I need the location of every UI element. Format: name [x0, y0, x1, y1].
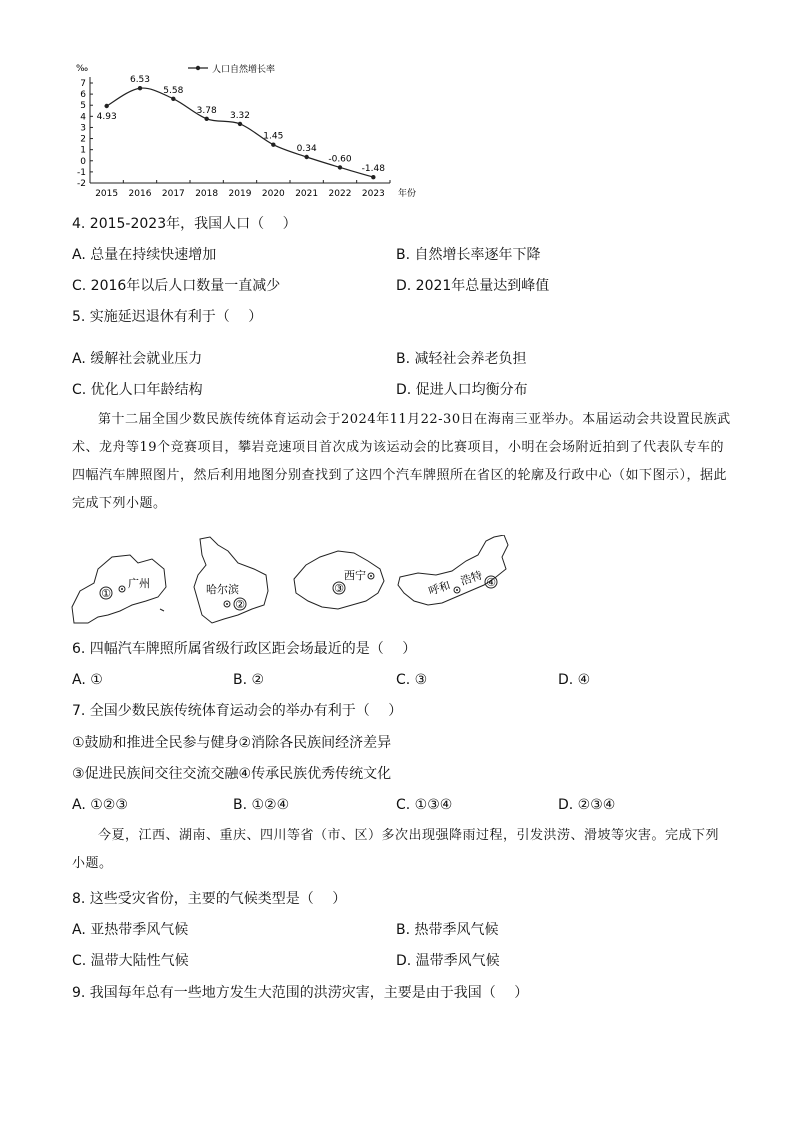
q4-stem: 4. 2015-2023年，我国人口（ ） [72, 216, 297, 232]
q8-option-b[interactable]: B. 热带季风气候 [396, 922, 499, 938]
q5-option-b[interactable]: B. 减轻社会养老负担 [396, 351, 527, 367]
q7-option-d[interactable]: D. ②③④ [558, 797, 616, 813]
map-inner-mongolia [398, 535, 508, 605]
data-point [238, 122, 242, 126]
q6-option-c[interactable]: C. ③ [396, 672, 428, 688]
population-growth-chart [62, 55, 422, 205]
x-tick-label: 2019 [228, 189, 252, 199]
value-label: -1.48 [361, 164, 385, 175]
x-tick-label: 2021 [295, 189, 319, 199]
value-label: 5.58 [163, 85, 184, 96]
q8-option-d[interactable]: D. 温带季风气候 [396, 953, 500, 969]
q6-stem: 6. 四幅汽车牌照所属省级行政区距会场最近的是（ ） [72, 641, 417, 657]
data-point [271, 142, 275, 146]
data-point [171, 97, 175, 101]
legend-label: 人口自然增长率 [212, 65, 276, 75]
x-axis-label: 年份 [398, 189, 417, 199]
q4-option-b[interactable]: B. 自然增长率逐年下降 [396, 247, 541, 263]
x-tick-label: 2023 [361, 189, 385, 199]
data-point [371, 175, 375, 179]
q7-stem: 7. 全国少数民族传统体育运动会的举办有利于（ ） [72, 703, 403, 719]
x-tick-label: 2018 [195, 189, 219, 199]
q6-option-a[interactable]: A. ① [72, 672, 103, 688]
q7-option-b[interactable]: B. ①②④ [233, 797, 290, 813]
value-label: 3.78 [196, 105, 217, 116]
q6-option-b[interactable]: B. ② [233, 672, 265, 688]
q8-option-c[interactable]: C. 温带大陆性气候 [72, 953, 189, 969]
data-point [304, 155, 308, 159]
q4-option-c[interactable]: C. 2016年以后人口数量一直减少 [72, 278, 281, 294]
q8-option-a[interactable]: A. 亚热带季风气候 [72, 922, 189, 938]
y-tick-label: 0 [80, 156, 86, 167]
passage-floods: 今夏，江西、湖南、重庆、四川等省（市、区）多次出现强降雨过程，引发洪涝、滑坡等灾害。完成下列小题。 [72, 828, 720, 871]
q4-option-d[interactable]: D. 2021年总量达到峰值 [396, 278, 550, 294]
value-label: 6.53 [129, 75, 151, 86]
q5-option-a[interactable]: A. 缓解社会就业压力 [72, 351, 203, 367]
q5-stem: 5. 实施延迟退休有利于（ ） [72, 309, 263, 325]
q7-statements-2: ③促进民族间交往交流交融④传承民族优秀传统文化 [72, 766, 392, 782]
data-point [138, 86, 142, 90]
province-maps [68, 535, 518, 630]
q6-option-d[interactable]: D. ④ [558, 672, 591, 688]
x-tick-label: 2020 [261, 189, 285, 199]
y-tick-label: 5 [80, 101, 86, 112]
map-heilongjiang [194, 537, 268, 623]
value-label: 3.32 [229, 110, 251, 121]
map2-city: 哈尔滨 [206, 583, 239, 596]
y-axis-unit: ‰ [76, 64, 89, 74]
y-tick-label: 3 [80, 123, 86, 134]
value-label: -0.60 [328, 154, 352, 165]
passage-games: 第十二届全国少数民族传统体育运动会于2024年11月22-30日在海南三亚举办。本届运动会共设置民族武术、龙舟等19个竞赛项目，攀岩竞速项目首次成为该运动会的比赛项目，小明在会场附近拍到了代表队专车的四幅汽车牌照图片，然后利用地图分别查找到了这四个汽车牌照所在省区的轮廓及行政中心（如下图示），据此完成下列小题。 [72, 412, 731, 511]
map4-city-part1: 呼和 [426, 578, 452, 598]
map1-city: 广州 [128, 577, 150, 590]
q4-option-a[interactable]: A. 总量在持续快速增加 [72, 247, 217, 263]
y-tick-label: 6 [80, 90, 86, 101]
value-label: 4.93 [96, 112, 117, 122]
legend-marker [196, 66, 200, 70]
value-label: 0.34 [296, 144, 317, 154]
y-tick-label: 7 [80, 79, 86, 89]
data-point [204, 117, 208, 121]
x-tick-label: 2017 [161, 189, 185, 199]
q5-option-d[interactable]: D. 促进人口均衡分布 [396, 382, 528, 398]
q9-stem: 9. 我国每年总有一些地方发生大范围的洪涝灾害，主要是由于我国（ ） [72, 985, 529, 1001]
x-tick-label: 2015 [95, 189, 119, 199]
data-point [104, 104, 108, 108]
y-tick-label: 4 [80, 112, 86, 123]
x-tick-label: 2022 [328, 189, 352, 199]
y-tick-label: 1 [80, 145, 86, 156]
map4-number: ④ [486, 576, 496, 589]
q7-option-a[interactable]: A. ①②③ [72, 797, 128, 813]
map4-city-part2: 浩特 [458, 568, 484, 588]
map-qinghai [294, 551, 384, 609]
map3-number: ③ [334, 582, 344, 595]
y-tick-label: 2 [80, 134, 86, 145]
y-tick-label: -2 [77, 179, 86, 189]
map1-number: ① [101, 587, 111, 600]
value-label: 1.45 [263, 131, 284, 142]
x-tick-label: 2016 [128, 189, 152, 199]
map2-number: ② [235, 598, 245, 611]
q5-option-c[interactable]: C. 优化人口年龄结构 [72, 382, 203, 398]
q7-option-c[interactable]: C. ①③④ [396, 797, 453, 813]
map3-city: 西宁 [344, 569, 366, 582]
q8-stem: 8. 这些受灾省份，主要的气候类型是（ ） [72, 891, 347, 907]
map-guangdong [72, 555, 166, 623]
data-point [338, 165, 342, 169]
q7-statements-1: ①鼓励和推进全民参与健身②消除各民族间经济差异 [72, 735, 392, 751]
y-tick-label: -1 [77, 167, 86, 178]
